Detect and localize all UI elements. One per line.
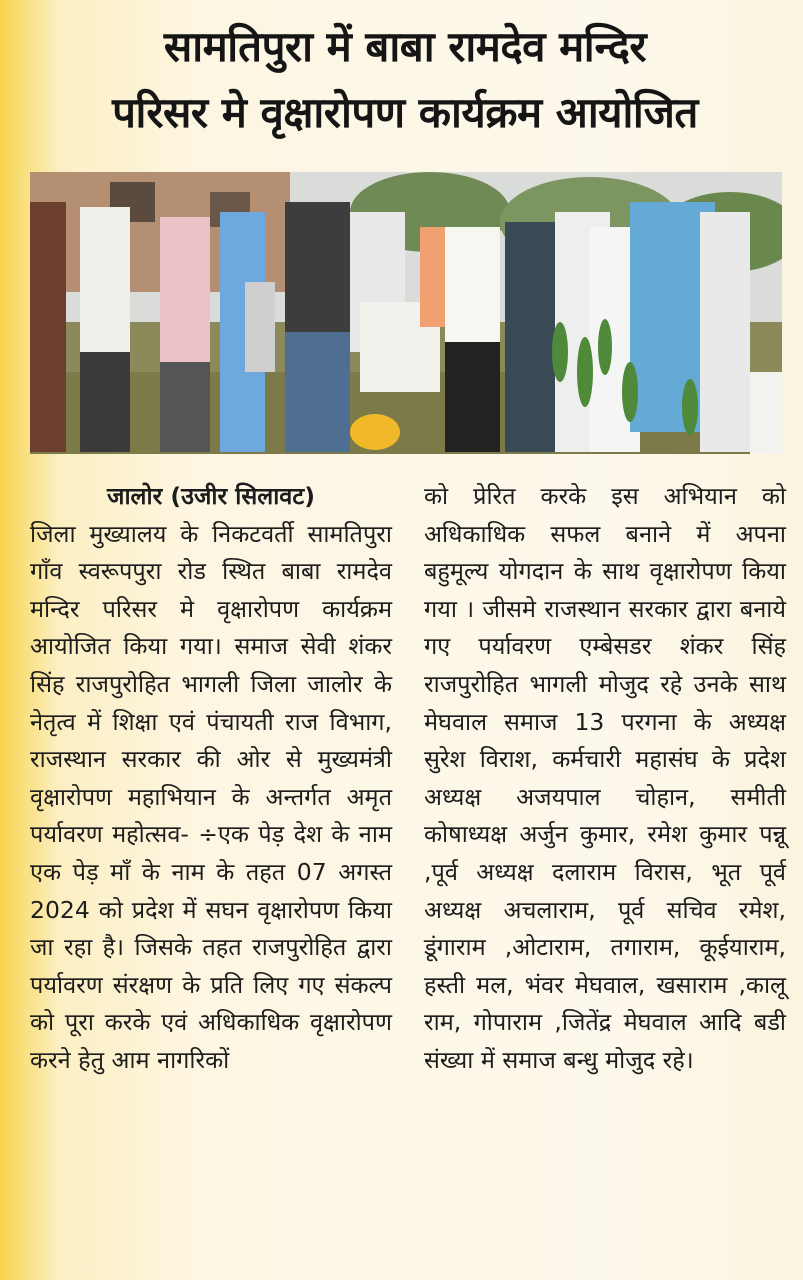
article-column-right (424, 478, 786, 1080)
headline-line-1: सामतिपुरा में बाबा रामदेव मन्दिर (163, 22, 647, 71)
article-text-right: को प्रेरित करके इस अभियान को अधिकाधिक सफल बनाने में अपना बहुमूल्य योगदान के साथ वृक्षारोपण किया गया । जीसमे राजस्थान सरकार द्वारा बनाये गए पर्यावरण एम्बेसडर शंकर सिंह राजपुरोहित भागली मोजुद रहे उनके साथ मेघवाल समाज 13 परगना के अध्यक्ष सुरेश विराश, कर्मचारी महासंघ के प्रदेश अध्यक्ष अजयपाल चोहान, समीती कोषाध्यक्ष अर्जुन कुमार, रमेश कुमार पन्नू ,पूर्व अध्यक्ष दलाराम विरास, भूत पूर्व अध्यक्ष अचलाराम, पूर्व सचिव रमेश, डूंगाराम ,ओटाराम, तगाराम, कूईयाराम, हस्ती मल, भंवर मेघवाल, खसाराम ,कालू राम, गोपाराम ,जितेंद्र मेघवाल आदि बडी संख्या में समाज बन्धु मोजुद रहे। (424, 482, 786, 1074)
article-column-left (30, 478, 392, 1080)
news-photo (30, 172, 782, 454)
headline (20, 14, 790, 146)
byline: जालोर (उजीर सिलावट) (107, 482, 315, 510)
photo-people-planting-tree-icon (30, 172, 782, 454)
article-text-left: जिला मुख्यालय के निकटवर्ती सामतिपुरा गाँव स्वरूपपुरा रोड स्थित बाबा रामदेव मन्दिर परिसर मे वृक्षारोपण कार्यक्रम आयोजित किया गया। समाज सेवी शंकर सिंह राजपुरोहित भागली जिला जालोर के नेतृत्व में शिक्षा एवं पंचायती राज विभाग, राजस्थान सरकार की ओर से मुख्यमंत्री वृक्षारोपण महाभियान के अन्तर्गत अमृत पर्यावरण महोत्सव- ÷एक पेड़ देश के नाम एक पेड़ माँ के नाम के तहत 07 अगस्त 2024 को प्रदेश में सघन वृक्षारोपण किया जा रहा है। जिसके तहत राजपुरोहित द्वारा पर्यावरण संरक्षण के प्रति लिए गए संकल्प को पूरा करके एवं अधिकाधिक वृक्षारोपण करने हेतु आम नागरिकों (30, 519, 392, 1074)
headline-line-2: परिसर मे वृक्षारोपण कार्यक्रम आयोजित (112, 88, 698, 137)
